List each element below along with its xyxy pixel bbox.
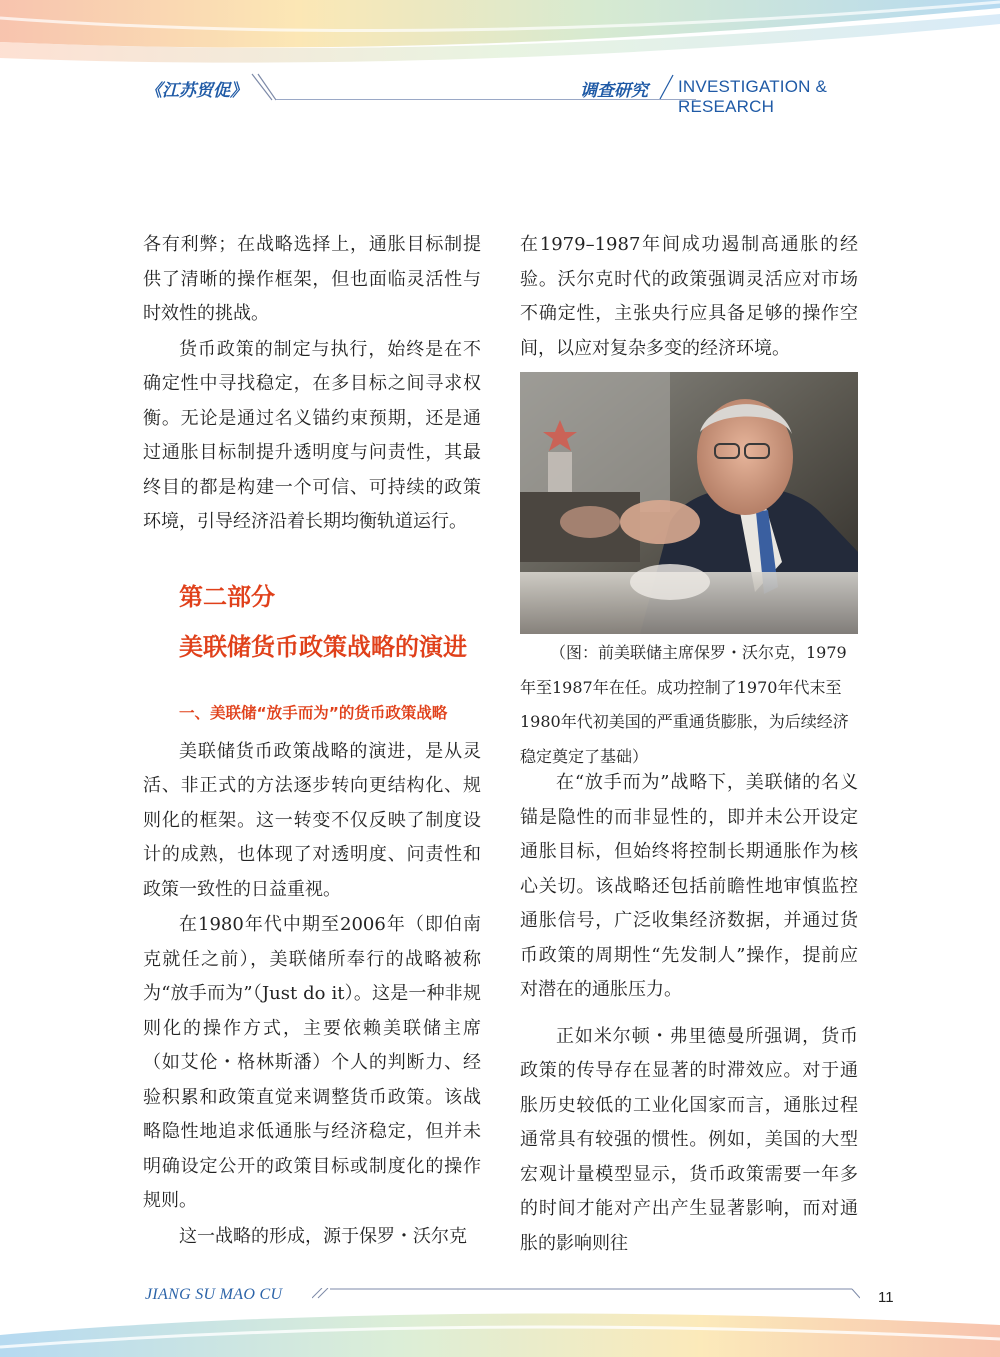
section-heading — [143, 572, 481, 672]
header-slash-icon — [246, 72, 276, 102]
footer-rule — [312, 1288, 860, 1300]
section-part: 第二部分 — [179, 582, 275, 611]
column-name-en: INVESTIGATION & RESEARCH — [678, 77, 828, 116]
caption-text: （图：前美联储主席保罗・沃尔克，1979年至1987年在任。成功控制了1970年代末至1980年代初美国的严重通货膨胀，为后续经济稳定奠定了基础） — [520, 643, 849, 766]
right-column-continued — [520, 766, 858, 1261]
paragraph: 在“放手而为”战略下，美联储的名义锚是隐性的而非显性的，即并未公开设定通胀目标，但始终将控制长期通胀作为核心关切。该战略还包括前瞻性地审慎监控通胀信号，广泛收集经济数据，并通过货币政策的周期性“先发制人”操作，提前应对潜在的通胀压力。 — [520, 772, 858, 1000]
footer-decoration — [0, 1265, 1000, 1357]
paragraph: 美联储货币政策战略的演进，是从灵活、非正式的方法逐步转向更结构化、规则化的框架。这一转变不仅反映了制度设计的成熟，也体现了对透明度、问责性和政策一致性的日益重视。 — [143, 740, 481, 900]
page-number: 11 — [878, 1289, 894, 1306]
section-title: 美联储货币政策战略的演进 — [179, 632, 467, 661]
header-decoration — [0, 0, 1000, 80]
portrait-photo — [520, 372, 858, 634]
page-header — [130, 72, 900, 116]
magazine-name: 《江苏贸促》 — [145, 81, 247, 101]
subsection-title: 一、美联储“放手而为”的货币政策战略 — [179, 703, 448, 722]
paragraph: 正如米尔顿・弗里德曼所强调，货币政策的传导存在显著的时滞效应。对于通胀历史较低的工业化国家而言，通胀过程通常具有较强的惯性。例如，美国的大型宏观计量模型显示，货币政策需要一年多的时间才能对产出产生显著影响，而对通胀的影响则往 — [520, 1025, 858, 1254]
photo-image — [520, 372, 858, 634]
left-column — [143, 228, 481, 1254]
footer-magazine-name: JIANG SU MAO CU — [145, 1286, 283, 1303]
photo-caption — [520, 636, 860, 774]
header-divider-icon — [657, 72, 675, 102]
paragraph: 这一战略的形成，源于保罗・沃尔克 — [179, 1225, 467, 1247]
right-column — [520, 228, 858, 366]
paragraph: 货币政策的制定与执行，始终是在不确定性中寻找稳定，在多目标之间寻求权衡。无论是通过名义锚约束预期，还是通过通胀目标制提升透明度与问责性，其最终目的都是构建一个可信、可持续的政策环境，引导经济沿着长期均衡轨道运行。 — [143, 338, 481, 532]
paragraph: 在1980年代中期至2006年（即伯南克就任之前），美联储所奉行的战略被称为“放手而为”（Just do it）。这是一种非规则化的操作方式，主要依赖美联储主席（如艾伦・格林斯潘）个人的判断力、经验积累和政策直觉来调整货币政策。该战略隐性地追求低通胀与经济稳定，但并未明确设定公开的政策目标或制度化的操作规则。 — [143, 914, 481, 1211]
column-name-cn: 调查研究 — [580, 81, 648, 101]
paragraph: 各有利弊；在战略选择上，通胀目标制提供了清晰的操作框架，但也面临灵活性与时效性的挑战。 — [143, 234, 481, 324]
paragraph: 在1979–1987年间成功遏制高通胀的经验。沃尔克时代的政策强调灵活应对市场不确定性，主张央行应具备足够的操作空间，以应对复杂多变的经济环境。 — [520, 234, 858, 359]
